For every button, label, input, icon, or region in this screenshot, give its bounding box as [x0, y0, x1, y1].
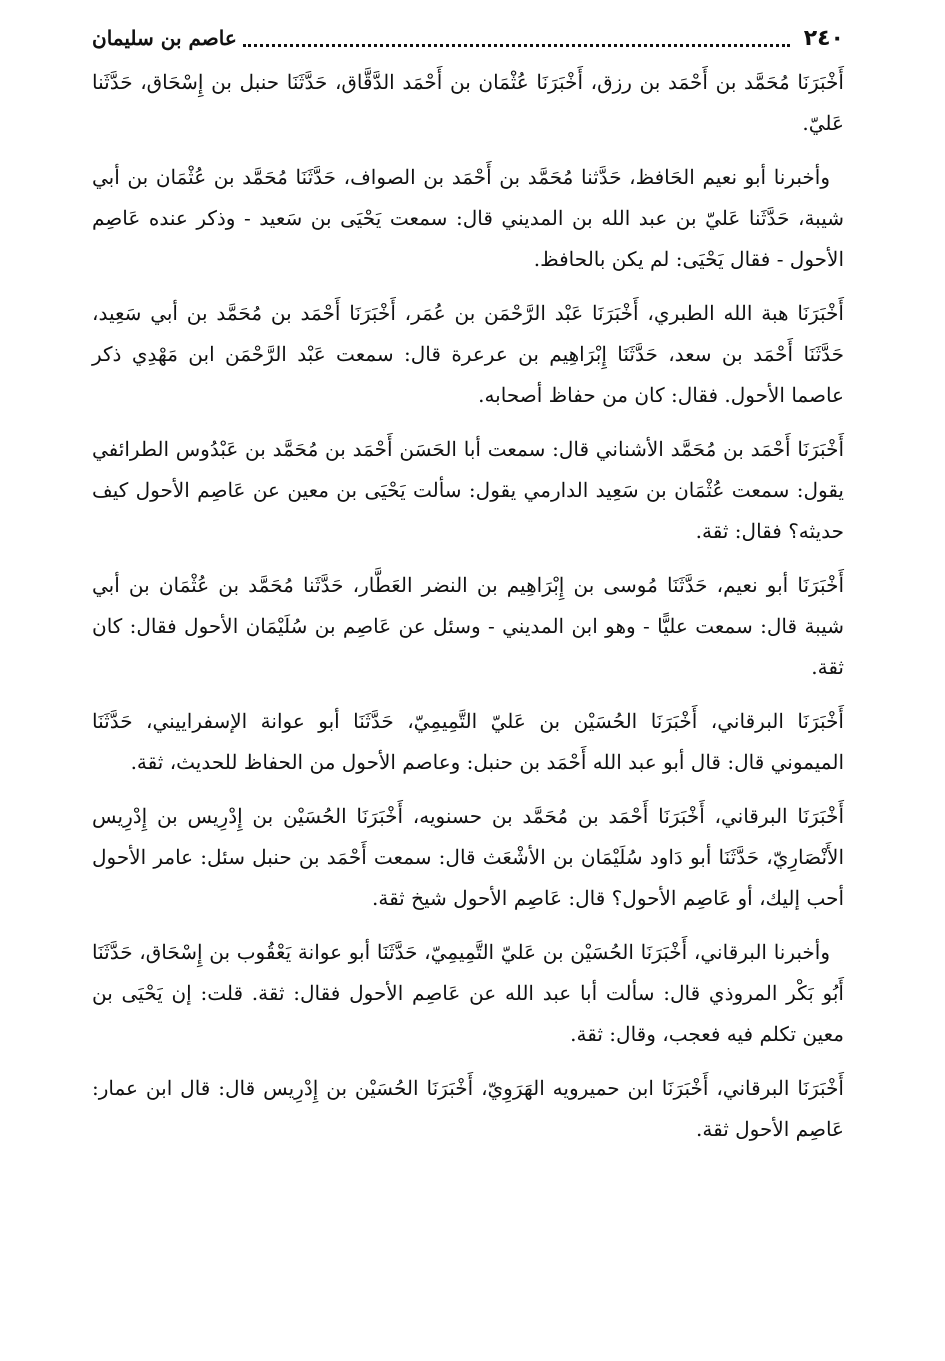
paragraph: أَخْبَرَنَا أَحْمَد بن مُحَمَّد الأشناني قال: سمعت أبا الحَسَن أَحْمَد بن مُحَمَّد بن عَبْدُوس الطرائفي يقول: سمعت عُثْمَان بن سَعِيد الدارمي يقول: سألت يَحْيَى بن معين عن عَاصِم الأحول كيف حديثه؟ فقال: ثقة.	[92, 437, 844, 543]
paragraph: أَخْبَرَنَا هبة الله الطبري، أَخْبَرَنَا عَبْد الرَّحْمَن بن عُمَر، أَخْبَرَنَا أَحْمَد بن مُحَمَّد بن أبي سَعِيد، حَدَّثَنَا أَحْمَد بن سعد، حَدَّثَنَا إِبْرَاهِيم بن عرعرة قال: سمعت عَبْد الرَّحْمَن ابن مَهْدِي ذكر عاصما الأحول. فقال: كان من حفاظ أصحابه.	[92, 301, 844, 407]
paragraph: أَخْبَرَنَا البرقاني، أَخْبَرَنَا أَحْمَد بن مُحَمَّد بن حسنويه، أَخْبَرَنَا الحُسَيْن بن إِدْرِيس بن إِدْرِيس الأَنْصَارِيّ، حَدَّثَنَا أبو دَاود سُلَيْمَان بن الأشْعَث قال: سمعت أَحْمَد بن حنبل سئل: عامر الأحول أحب إليك، أو عَاصِم الأحول؟ قال: عَاصِم الأحول شيخ ثقة.	[92, 804, 844, 910]
paragraph: وأخبرنا أبو نعيم الحَافظ، حَدَّثنا مُحَمَّد بن أَحْمَد بن الصواف، حَدَّثَنَا مُحَمَّد بن عُثْمَان بن أبي شيبة، حَدَّثَنا عَليّ بن عبد الله بن المديني قال: سمعت يَحْيَى بن سَعيد - وذكر عنده عَاصِم الأحول - فقال يَحْيَى: لم يكن بالحافظ.	[92, 165, 844, 271]
paragraph: وأخبرنا البرقاني، أَخْبَرَنَا الحُسَيْن بن عَليّ التَّمِيمِيّ، حَدَّثَنَا أبو عوانة يَعْقُوب بن إِسْحَاق، حَدَّثَنَا أَبُو بَكْر المروذي قال: سألت أبا عبد الله عن عَاصِم الأحول فقال: ثقة. قلت: إن يَحْيَى بن معين تكلم فيه فعجب، وقال: ثقة.	[92, 940, 844, 1046]
paragraph: أَخْبَرَنَا البرقاني، أَخْبَرَنَا الحُسَيْن بن عَليّ التَّمِيمِيّ، حَدَّثَنَا أبو عوانة الإسفراييني، حَدَّثَنَا الميموني قال: قال أبو عبد الله أَحْمَد بن حنبل: وعاصم الأحول من الحفاظ للحديث، ثقة.	[92, 709, 844, 774]
body-text	[92, 62, 844, 1150]
dotted-leader	[243, 30, 790, 47]
book-page	[92, 22, 844, 1163]
running-title: عاصم بن سليمان	[92, 26, 237, 50]
paragraph: أَخْبَرَنَا مُحَمَّد بن أَحْمَد بن رزق، أَخْبَرَنَا عُثْمَان بن أَحْمَد الدَّقَّاق، حَدَّثَنَا حنبل بن إِسْحَاق، حَدَّثَنا عَليّ.	[92, 70, 844, 135]
paragraph: أَخْبَرَنَا أبو نعيم، حَدَّثَنَا مُوسى بن إِبْرَاهِيم بن النضر العَطَّار، حَدَّثَنا مُحَمَّد بن عُثْمَان بن أبي شيبة قال: سمعت عليًّا - وهو ابن المديني - وسئل عن عَاصِم بن سُلَيْمَان الأحول فقال: كان ثقة.	[92, 573, 844, 679]
page-number: ٢٤٠	[803, 25, 844, 51]
running-header	[92, 22, 844, 54]
paragraph: أَخْبَرَنَا البرقاني، أَخْبَرَنَا ابن حميرويه الهَرَوِيّ، أَخْبَرَنَا الحُسَيْن بن إِدْرِيس قال: قال ابن عمار: عَاصِم الأحول ثقة.	[92, 1076, 844, 1141]
